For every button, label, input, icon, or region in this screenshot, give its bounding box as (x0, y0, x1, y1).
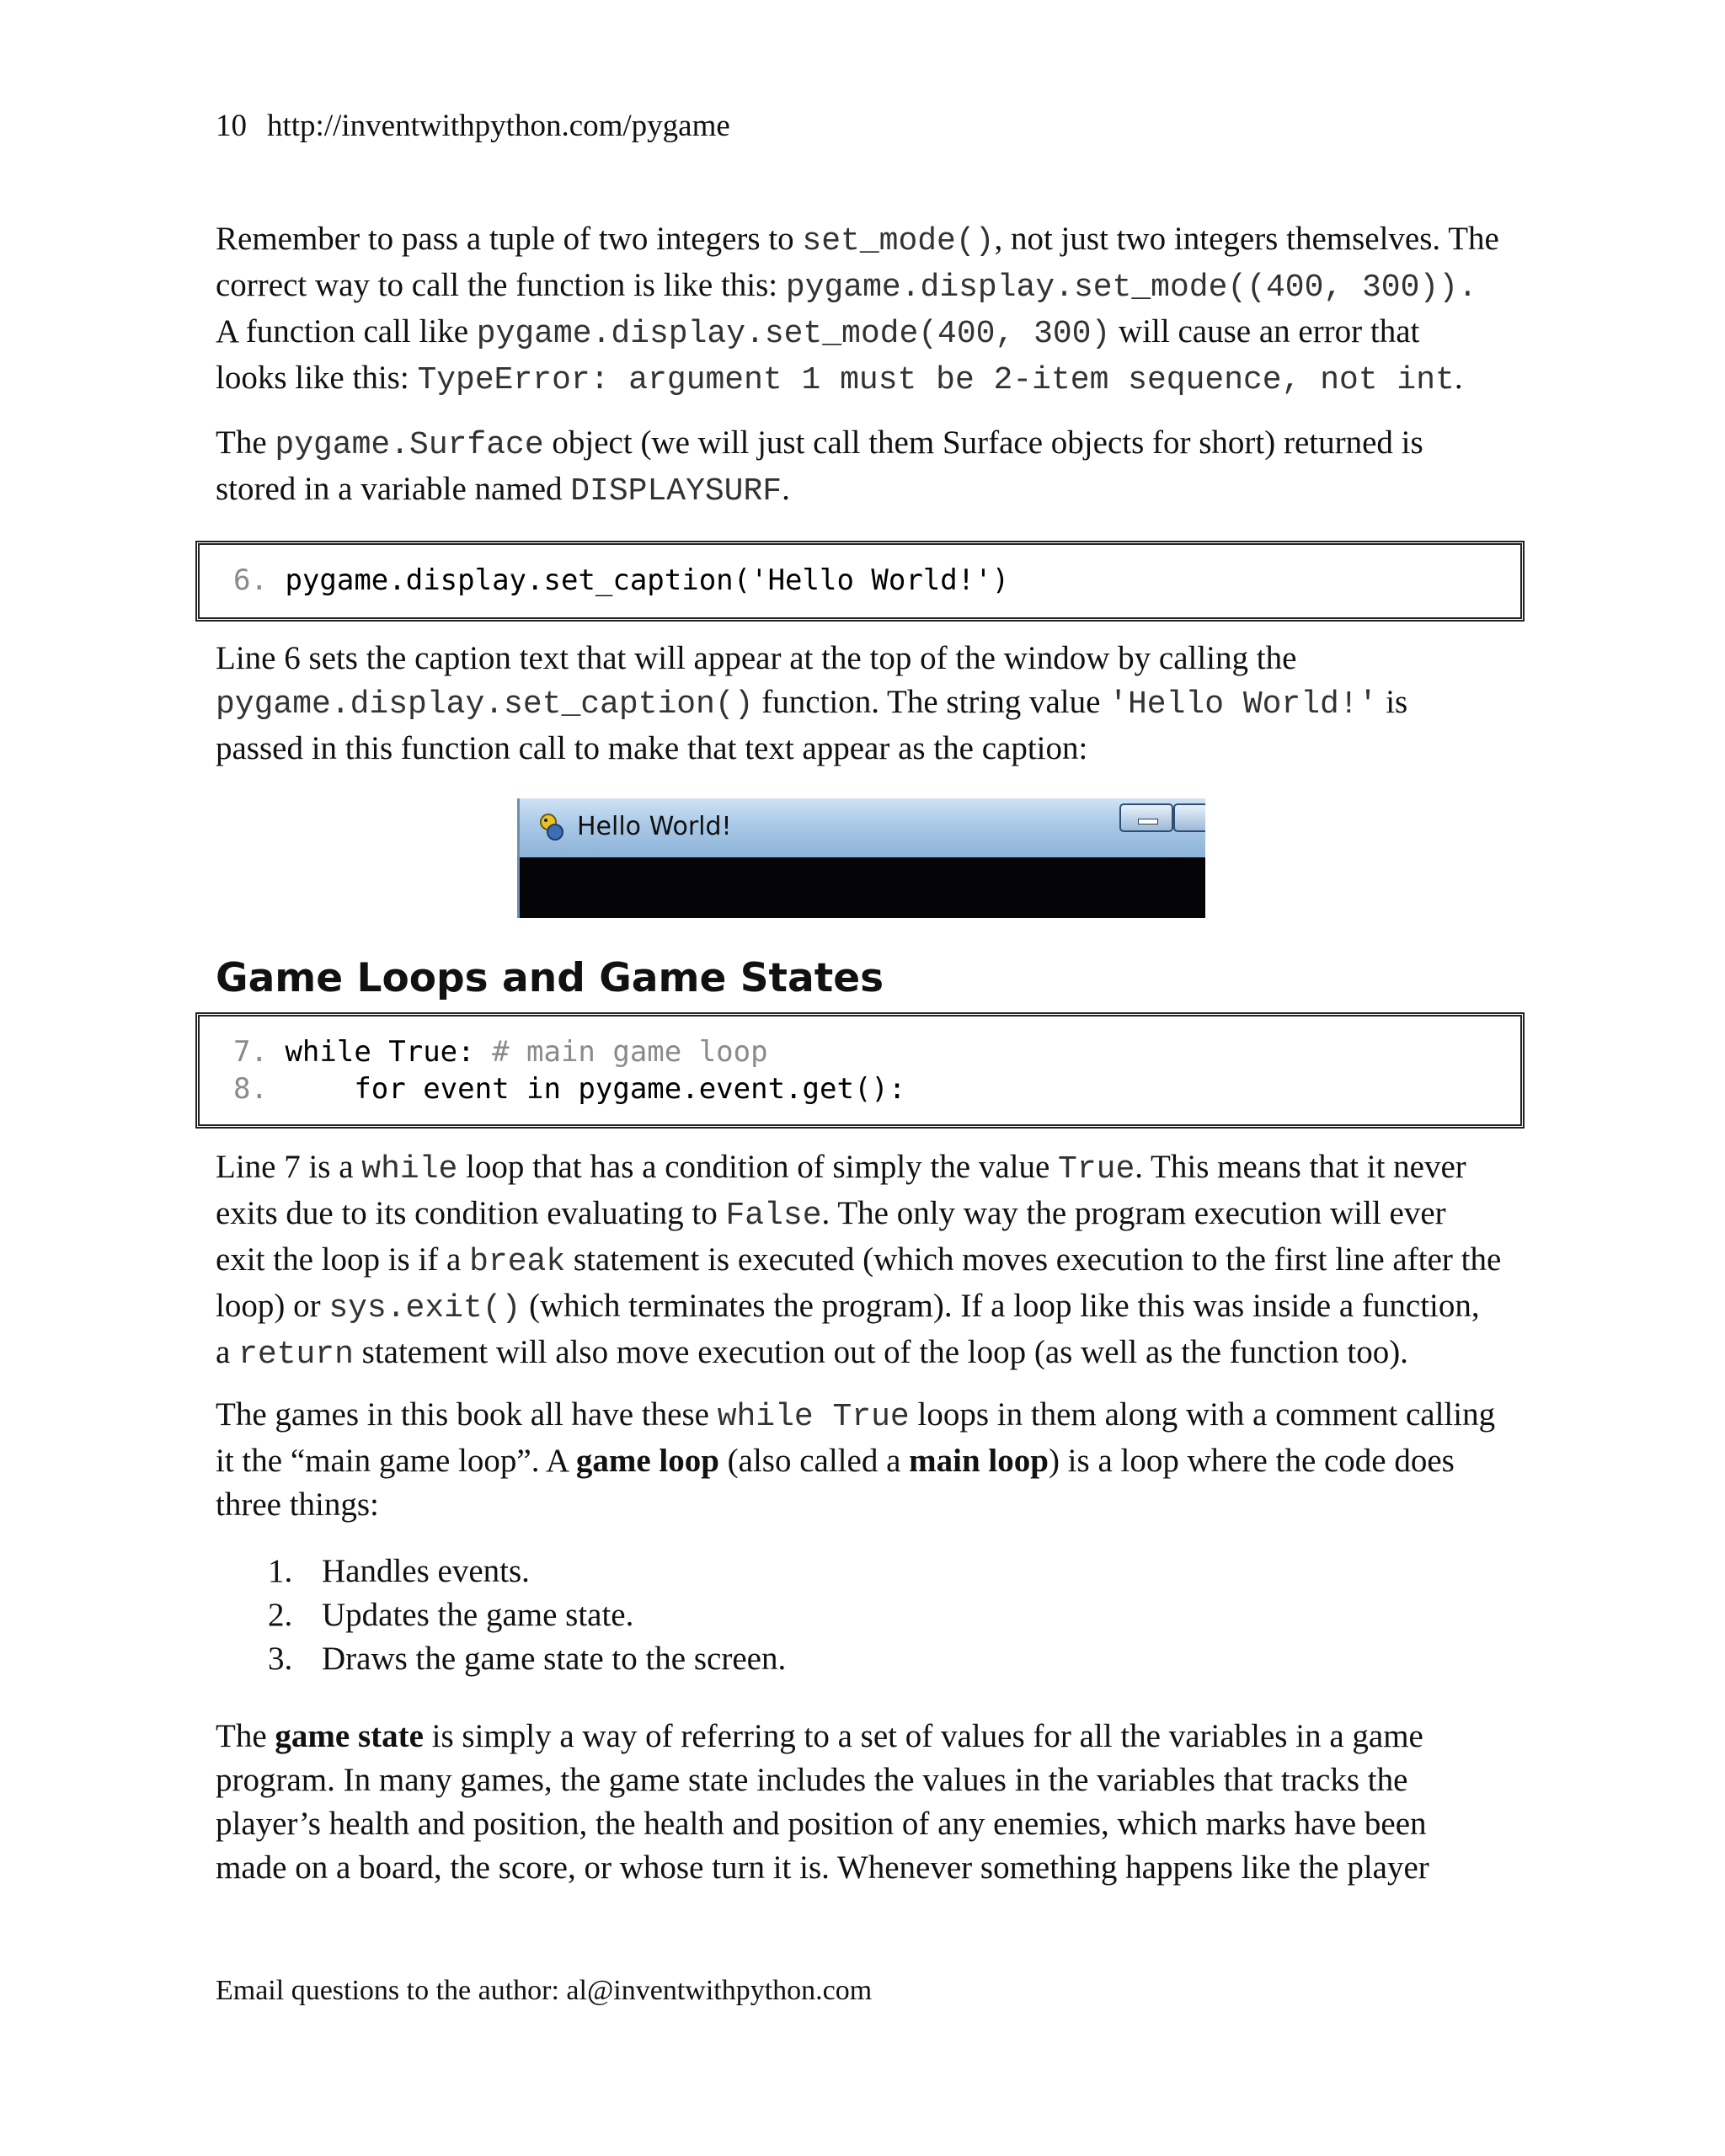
page-number: 10 (216, 109, 247, 143)
code-text: pygame.display.set_caption('Hello World!') (285, 563, 1010, 597)
text-span: is (1377, 684, 1408, 720)
code-text: for event in pygame.event.get(): (285, 1072, 906, 1106)
text-span: stored in a variable named (216, 471, 571, 507)
code-text: while True: (285, 1035, 493, 1069)
paragraph-set-mode (216, 217, 1530, 403)
inline-code: pygame.Surface (275, 427, 544, 463)
paragraph-while-loop (216, 1145, 1530, 1377)
text-line (216, 467, 1530, 514)
code-line (200, 562, 1520, 599)
inline-code: while True (717, 1399, 910, 1435)
paragraph-game-loop (216, 1393, 1530, 1527)
inline-code: pygame.display.set_caption() (216, 686, 754, 723)
line-number: 6. (233, 563, 268, 597)
text-span: A function call like (216, 313, 477, 350)
text-line (216, 310, 1530, 356)
text-line (216, 1284, 1530, 1331)
text-span: ) is a loop where the code does (1048, 1443, 1455, 1479)
text-span: . This means that it never (1135, 1149, 1466, 1185)
text-line (216, 727, 1530, 771)
code-comment: # main game loop (492, 1035, 768, 1069)
text-span: (also called a (718, 1443, 910, 1479)
text-span: loop) or (216, 1288, 329, 1324)
list-number: 3. (268, 1641, 293, 1677)
text-line (216, 1145, 1530, 1192)
text-span: object (we will just call them Surface objects for short) returned is (543, 424, 1423, 461)
text-span: exit the loop is if a (216, 1241, 470, 1278)
text-span: The games in this book all have these (216, 1396, 718, 1433)
text-span: exits due to its condition evaluating to (216, 1195, 726, 1231)
minimize-icon (1119, 803, 1173, 832)
code-listing-caption (195, 541, 1525, 622)
window-client-area (531, 857, 1205, 918)
text-span: player’s health and position, the health and position of any enemies, which marks have been (216, 1806, 1427, 1842)
text-line (216, 264, 1530, 310)
text-span: The (216, 1718, 275, 1754)
bold-term: main loop (909, 1443, 1049, 1479)
window-titlebar (520, 798, 1205, 857)
paragraph-surface (216, 421, 1530, 514)
text-span: will cause an error that (1110, 313, 1420, 350)
line-number: 8. (233, 1072, 268, 1106)
list-number: 1. (268, 1553, 293, 1589)
inline-code: 'Hello World!' (1108, 686, 1378, 723)
line-number: 7. (233, 1035, 268, 1069)
list-number: 2. (268, 1597, 293, 1633)
text-span: looks like this: (216, 360, 418, 396)
text-span: . The only way the program execution will ever (821, 1195, 1446, 1231)
text-line (216, 1393, 1530, 1439)
text-span: Remember to pass a tuple of two integers to (216, 221, 803, 257)
list-item (268, 1637, 786, 1681)
code-line (200, 1033, 1520, 1070)
text-span: correct way to call the function is like this: (216, 267, 786, 303)
window-title: Hello World! (577, 812, 732, 841)
text-span: statement is executed (which moves execution to the first line after the (565, 1241, 1502, 1278)
maximize-icon (1173, 803, 1205, 832)
text-span: function. The string value (753, 684, 1109, 720)
text-span: The (216, 424, 275, 461)
text-span: three things: (216, 1486, 379, 1523)
text-line (216, 1238, 1530, 1284)
text-line (216, 1439, 1530, 1483)
section-heading: Game Loops and Game States (216, 955, 884, 1001)
inline-code: break (469, 1244, 566, 1280)
text-span: , not just two integers themselves. The (994, 221, 1499, 257)
text-line (216, 1846, 1530, 1890)
code-line (200, 1070, 1520, 1107)
text-line (216, 421, 1530, 467)
list-item (268, 1550, 786, 1593)
inline-code: TypeError: argument 1 must be 2-item sequence, not int (417, 362, 1455, 398)
paragraph-caption (216, 637, 1530, 771)
text-span: program. In many games, the game state includes the values in the variables that tracks the (216, 1762, 1408, 1798)
text-line (216, 217, 1530, 264)
text-line (216, 1715, 1530, 1758)
text-span: is simply a way of referring to a set of values for all the variables in a game (423, 1718, 1423, 1754)
list-item (268, 1593, 786, 1637)
page-footer: Email questions to the author: al@inventwithpython.com (216, 1975, 873, 2006)
text-span: . (1454, 360, 1463, 396)
paragraph-game-state (216, 1715, 1530, 1890)
text-span: loop that has a condition of simply the value (457, 1149, 1059, 1185)
text-span: it the “main game loop”. A (216, 1443, 576, 1479)
text-line (216, 637, 1530, 680)
numbered-list (268, 1550, 786, 1681)
text-line (216, 1483, 1530, 1527)
text-span: loops in them along with a comment calling (909, 1396, 1496, 1433)
text-span: . (782, 471, 790, 507)
list-text: Draws the game state to the screen. (322, 1641, 787, 1677)
text-line (216, 1192, 1530, 1238)
text-span: statement will also move execution out of the loop (as well as the function too). (353, 1334, 1408, 1370)
text-span: a (216, 1334, 239, 1370)
text-span: made on a board, the score, or whose turn it is. Whenever something happens like the player (216, 1849, 1429, 1886)
inline-code: pygame.display.set_mode(400, 300) (476, 316, 1111, 352)
list-text: Updates the game state. (322, 1597, 634, 1633)
inline-code: while (361, 1151, 458, 1187)
text-line (216, 1331, 1530, 1377)
inline-code: True (1058, 1151, 1135, 1187)
text-line (216, 356, 1530, 403)
inline-code: sys.exit() (328, 1290, 521, 1326)
page-header (216, 104, 730, 148)
window-screenshot (517, 798, 1205, 918)
header-url: http://inventwithpython.com/pygame (267, 109, 730, 143)
inline-code: DISPLAYSURF (570, 473, 782, 510)
text-span: (which terminates the program). If a loop like this was inside a function, (521, 1288, 1480, 1324)
text-span: Line 6 sets the caption text that will appear at the top of the window by calling the (216, 640, 1297, 676)
text-span: passed in this function call to make that text appear as the caption: (216, 730, 1088, 766)
text-line (216, 1758, 1530, 1802)
bold-term: game loop (575, 1443, 719, 1479)
text-span: Line 7 is a (216, 1149, 362, 1185)
inline-code: False (725, 1198, 822, 1234)
pygame-snake-icon (537, 812, 567, 842)
code-listing-game-loop (195, 1012, 1525, 1129)
inline-code: pygame.display.set_mode((400, 300)). (785, 270, 1477, 306)
bold-term: game state (275, 1718, 424, 1754)
text-line (216, 1802, 1530, 1846)
inline-code: set_mode() (802, 223, 995, 259)
text-line (216, 680, 1530, 727)
list-text: Handles events. (322, 1553, 530, 1589)
inline-code: return (238, 1337, 354, 1373)
